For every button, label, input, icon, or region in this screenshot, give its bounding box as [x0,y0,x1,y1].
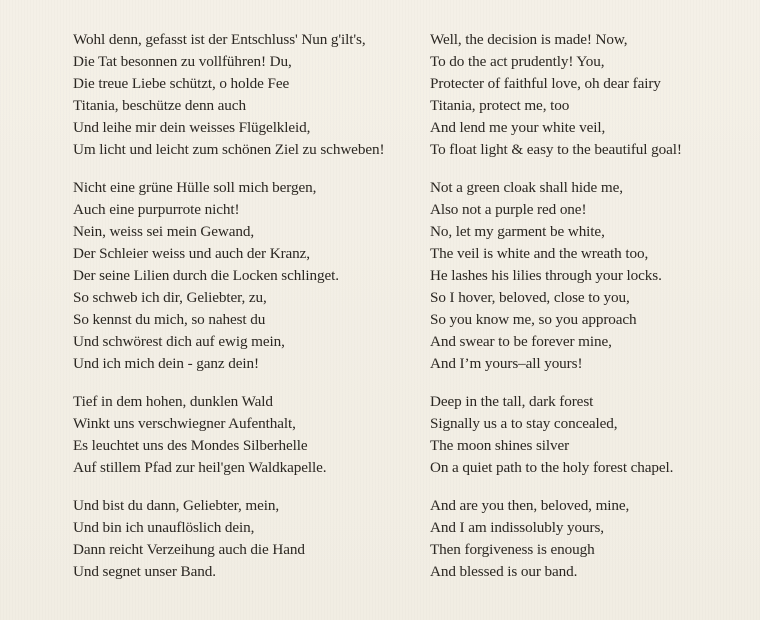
german-line: Und segnet unser Band. [73,563,216,580]
german-stanza-3 [73,391,423,479]
english-line: So I hover, beloved, close to you, [430,289,630,306]
english-line: And are you then, beloved, mine, [430,497,630,514]
german-line: Und bist du dann, Geliebter, mein, [73,497,280,514]
german-stanza-2 [73,177,423,375]
german-column [73,29,423,599]
english-stanza-1 [430,29,750,161]
english-line: Deep in the tall, dark forest [430,393,594,410]
german-line: Dann reicht Verzeihung auch die Hand [73,541,305,558]
german-stanza-1 [73,29,423,161]
german-line: So kennst du mich, so nahest du [73,311,266,328]
english-line: No, let my garment be white, [430,223,605,240]
english-line: And lend me your white veil, [430,119,606,136]
english-line: And swear to be forever mine, [430,333,612,350]
english-line: And blessed is our band. [430,563,578,580]
english-line: And I am indissolubly yours, [430,519,604,536]
english-line: Protecter of faithful love, oh dear fairy [430,75,661,92]
english-line: So you know me, so you approach [430,311,637,328]
english-line: On a quiet path to the holy forest chapel. [430,459,674,476]
german-line: Und ich mich dein - ganz dein! [73,355,259,372]
english-line: Signally us a to stay concealed, [430,415,618,432]
english-stanza-3 [430,391,750,479]
german-line: So schweb ich dir, Geliebter, zu, [73,289,267,306]
english-line: And I’m yours–all yours! [430,355,583,372]
english-stanza-4 [430,495,750,583]
english-line: Not a green cloak shall hide me, [430,179,623,196]
german-line: Die treue Liebe schützt, o holde Fee [73,75,290,92]
english-line: He lashes his lilies through your locks. [430,267,662,284]
german-line: Tief in dem hohen, dunklen Wald [73,393,273,410]
english-line: Also not a purple red one! [430,201,587,218]
german-line: Und leihe mir dein weisses Flügelkleid, [73,119,311,136]
german-line: Um licht und leicht zum schönen Ziel zu schweben! [73,141,385,158]
german-line: Es leuchtet uns des Mondes Silberhelle [73,437,308,454]
german-line: Auch eine purpurrote nicht! [73,201,240,218]
german-line: Und schwörest dich auf ewig mein, [73,333,285,350]
english-line: To float light & easy to the beautiful goal! [430,141,682,158]
german-line: Winkt uns verschwiegner Aufenthalt, [73,415,296,432]
german-line: Und bin ich unauflöslich dein, [73,519,255,536]
german-line: Nein, weiss sei mein Gewand, [73,223,255,240]
english-line: To do the act prudently! You, [430,53,605,70]
english-line: Then forgiveness is enough [430,541,595,558]
english-line: The moon shines silver [430,437,570,454]
german-line: Auf stillem Pfad zur heil'gen Waldkapelle. [73,459,327,476]
german-line: Der Schleier weiss und auch der Kranz, [73,245,310,262]
german-line: Wohl denn, gefasst ist der Entschluss' Nun g'ilt's, [73,31,366,48]
german-line: Der seine Lilien durch die Locken schlinget. [73,267,339,284]
german-line: Nicht eine grüne Hülle soll mich bergen, [73,179,317,196]
german-line: Titania, beschütze denn auch [73,97,246,114]
english-line: The veil is white and the wreath too, [430,245,649,262]
german-stanza-4 [73,495,423,583]
english-line: Titania, protect me, too [430,97,570,114]
english-stanza-2 [430,177,750,375]
german-line: Die Tat besonnen zu vollführen! Du, [73,53,292,70]
english-line: Well, the decision is made! Now, [430,31,628,48]
english-column [430,29,750,599]
